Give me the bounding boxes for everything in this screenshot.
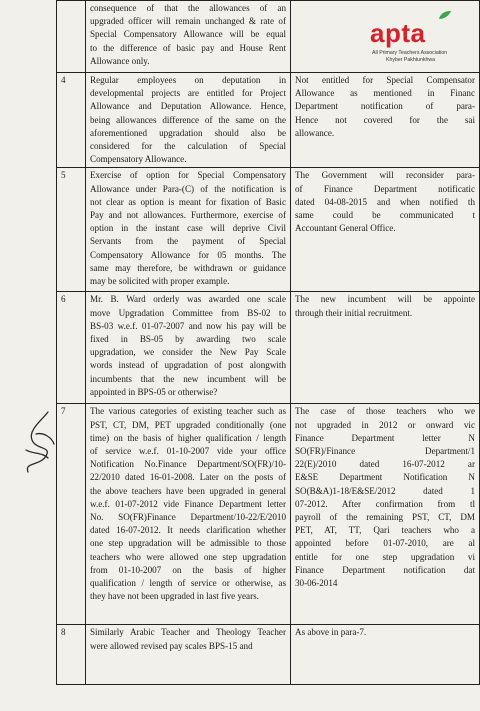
query-text bbox=[86, 1, 291, 73]
table-row bbox=[57, 625, 480, 685]
response-line: appointed before 01-07-2010, are al bbox=[295, 538, 475, 549]
query-line: Servants from the payment of Special bbox=[90, 236, 286, 247]
handwritten-signature bbox=[18, 410, 58, 480]
query-text bbox=[86, 292, 291, 404]
response-line: E&SE Department Notification N bbox=[295, 472, 475, 483]
query-line: w.e.f. 01-07-2012 vide Finance Department letter bbox=[90, 498, 286, 509]
response-line: As above in para-7. bbox=[295, 627, 367, 638]
query-text bbox=[86, 625, 291, 685]
query-line: 22/2010 dated 16-01-2008. Later on the posts of bbox=[90, 472, 286, 483]
query-text bbox=[86, 73, 291, 168]
response-line: Accountant General Office. bbox=[295, 223, 396, 234]
response-text bbox=[291, 168, 480, 292]
query-line: may be solicited with proper example. bbox=[90, 276, 230, 287]
query-text bbox=[86, 404, 291, 625]
query-line: to the difference of basic pay and House Rent bbox=[90, 42, 286, 53]
query-text bbox=[86, 168, 291, 292]
response-line: The Government will reconsider para- bbox=[295, 170, 475, 181]
response-line: Finance Department notification dat bbox=[295, 564, 475, 575]
query-line: words instead of upgradation of post alongwith bbox=[90, 360, 286, 371]
query-line: from 01-10-2007 on the basis of higher bbox=[90, 564, 286, 575]
clarification-table bbox=[56, 0, 480, 685]
response-line: SO(FR)/Finance Department/1 bbox=[295, 446, 475, 457]
table-row bbox=[57, 404, 480, 625]
response-line: The case of those teachers who we bbox=[295, 406, 475, 417]
response-line: same could be communicated t bbox=[295, 210, 475, 221]
query-line: Allowance and Deputation Allowance. Hence, bbox=[90, 101, 286, 112]
query-line: not clear as option is meant for fixation of Basic bbox=[90, 196, 286, 207]
query-line: one step upgradation will be admissible to those bbox=[90, 538, 286, 549]
query-line: upgradation, we consider the New Pay Scale bbox=[90, 347, 286, 358]
query-line: the above teachers have been upgraded in general bbox=[90, 485, 286, 496]
response-line: dated 04-08-2015 and when notified th bbox=[295, 196, 475, 207]
query-line: of service w.e.f. 01-10-2007 vide your office bbox=[90, 446, 286, 457]
table-row bbox=[57, 73, 480, 168]
response-line: Hence not covered for the sai bbox=[295, 114, 475, 125]
query-line: they have not been upgraded in last five years. bbox=[90, 591, 259, 602]
query-line: consequence of that the allowances of an bbox=[90, 3, 286, 13]
query-line: upgraded officer will remain unchanged & rate of bbox=[90, 16, 286, 27]
response-text bbox=[291, 404, 480, 625]
query-line: Pay and not allowances. Furthermore, exercise of bbox=[90, 210, 286, 221]
response-line: 30-06-2014 bbox=[295, 578, 338, 589]
query-line: PST, CT, DM, PET upgraded conditionally (one bbox=[90, 419, 286, 430]
query-line: aforementioned upgradation should also be bbox=[90, 127, 286, 138]
response-line: Department notification of para- bbox=[295, 101, 475, 112]
query-line: Allowance under Para-(C) of the notification is bbox=[90, 183, 286, 194]
response-line: Not entitled for Special Compensator bbox=[295, 75, 475, 85]
response-line: The new incumbent will be appointe bbox=[295, 294, 475, 305]
response-line: not upgraded in 2012 or onward vic bbox=[295, 419, 475, 430]
query-line: fixed in BS-05 by awarding two scale bbox=[90, 334, 286, 345]
query-line: Special Compensatory Allowance will be equal bbox=[90, 29, 286, 40]
query-line: were allowed revised pay scales BPS-15 and bbox=[90, 640, 253, 651]
query-line: Allowance only. bbox=[90, 55, 150, 66]
response-line: Finance Department letter N bbox=[295, 432, 475, 443]
query-line: appointed in BPS-05 or otherwise? bbox=[90, 386, 218, 397]
query-line: time) on the basis of higher qualification / length bbox=[90, 432, 286, 443]
query-line: being allowances difference of the same on the bbox=[90, 114, 286, 125]
response-line: 22(E)/2010 dated 16-07-2012 ar bbox=[295, 459, 475, 470]
query-line: incumbents that the new incumbent will be bbox=[90, 373, 286, 384]
logo-word: apta bbox=[370, 18, 426, 48]
query-line: teachers who were allowed one step upgradation bbox=[90, 551, 286, 562]
response-line: allowance. bbox=[295, 127, 335, 138]
query-line: Regular employees on deputation in bbox=[90, 75, 286, 85]
row-number: 8 bbox=[57, 625, 86, 685]
row-number: 6 bbox=[57, 292, 86, 404]
apta-logo bbox=[356, 8, 468, 68]
query-line: move Upgradation Committee from BS-02 to bbox=[90, 307, 286, 318]
query-line: same may therefore, be withdrawn or guidance bbox=[90, 262, 286, 273]
response-line: payroll of the remaining PST, CT, DM bbox=[295, 512, 475, 523]
query-line: Exercise of option for Special Compensatory bbox=[90, 170, 286, 181]
query-line: Notification No.Finance Department/SO(FR)/10- bbox=[90, 459, 286, 470]
query-line: Compensatory Allowance. bbox=[90, 154, 187, 165]
query-line: option in the instant case will deprive Civil bbox=[90, 223, 286, 234]
query-line: qualification / length of service or otherwise, as bbox=[90, 578, 286, 589]
query-line: developmental projects are entitled for Project bbox=[90, 88, 286, 99]
logo-subtitle-line1: All Primary Teachers Association bbox=[372, 50, 448, 56]
query-line: Compensatory Allowance for 05 months. The bbox=[90, 249, 286, 260]
query-line: The various categories of existing teacher such as bbox=[90, 406, 286, 417]
response-line: entitle for one step upgradation vi bbox=[295, 551, 475, 562]
response-line: Allowance as mentioned in Financ bbox=[295, 88, 475, 99]
query-line: Similarly Arabic Teacher and Theology Teacher bbox=[90, 627, 286, 638]
row-number bbox=[57, 1, 86, 73]
query-line: Mr. B. Ward orderly was awarded one scale bbox=[90, 294, 286, 305]
table-row bbox=[57, 292, 480, 404]
response-text bbox=[291, 292, 480, 404]
response-line: 07-2012. After confirmation from tl bbox=[295, 498, 475, 509]
response-text bbox=[291, 625, 480, 685]
leaf-icon bbox=[438, 10, 452, 20]
row-number: 7 bbox=[57, 404, 86, 625]
logo-subtitle-line2: Khyber Pakhtunkhwa bbox=[386, 57, 436, 63]
query-line: considered for the calculation of Special bbox=[90, 141, 286, 152]
row-number: 5 bbox=[57, 168, 86, 292]
row-number: 4 bbox=[57, 73, 86, 168]
query-line: No. SO(FR)Finance Department/10-22/E/2010 bbox=[90, 512, 286, 523]
query-line: BS-03 w.e.f. 01-07-2007 and now his pay will be bbox=[90, 320, 286, 331]
table-row bbox=[57, 168, 480, 292]
response-line: SO(B&A)1-18/E&SE/2012 dated 1 bbox=[295, 485, 475, 496]
response-line: PET, AT, TT, Qari teachers who a bbox=[295, 525, 475, 536]
query-line: dated 16-07-2012. It needs clarification whether bbox=[90, 525, 286, 536]
response-line: of Finance Department notificatic bbox=[295, 183, 475, 194]
response-text bbox=[291, 73, 480, 168]
response-line: through their initial recruitment. bbox=[295, 307, 413, 318]
